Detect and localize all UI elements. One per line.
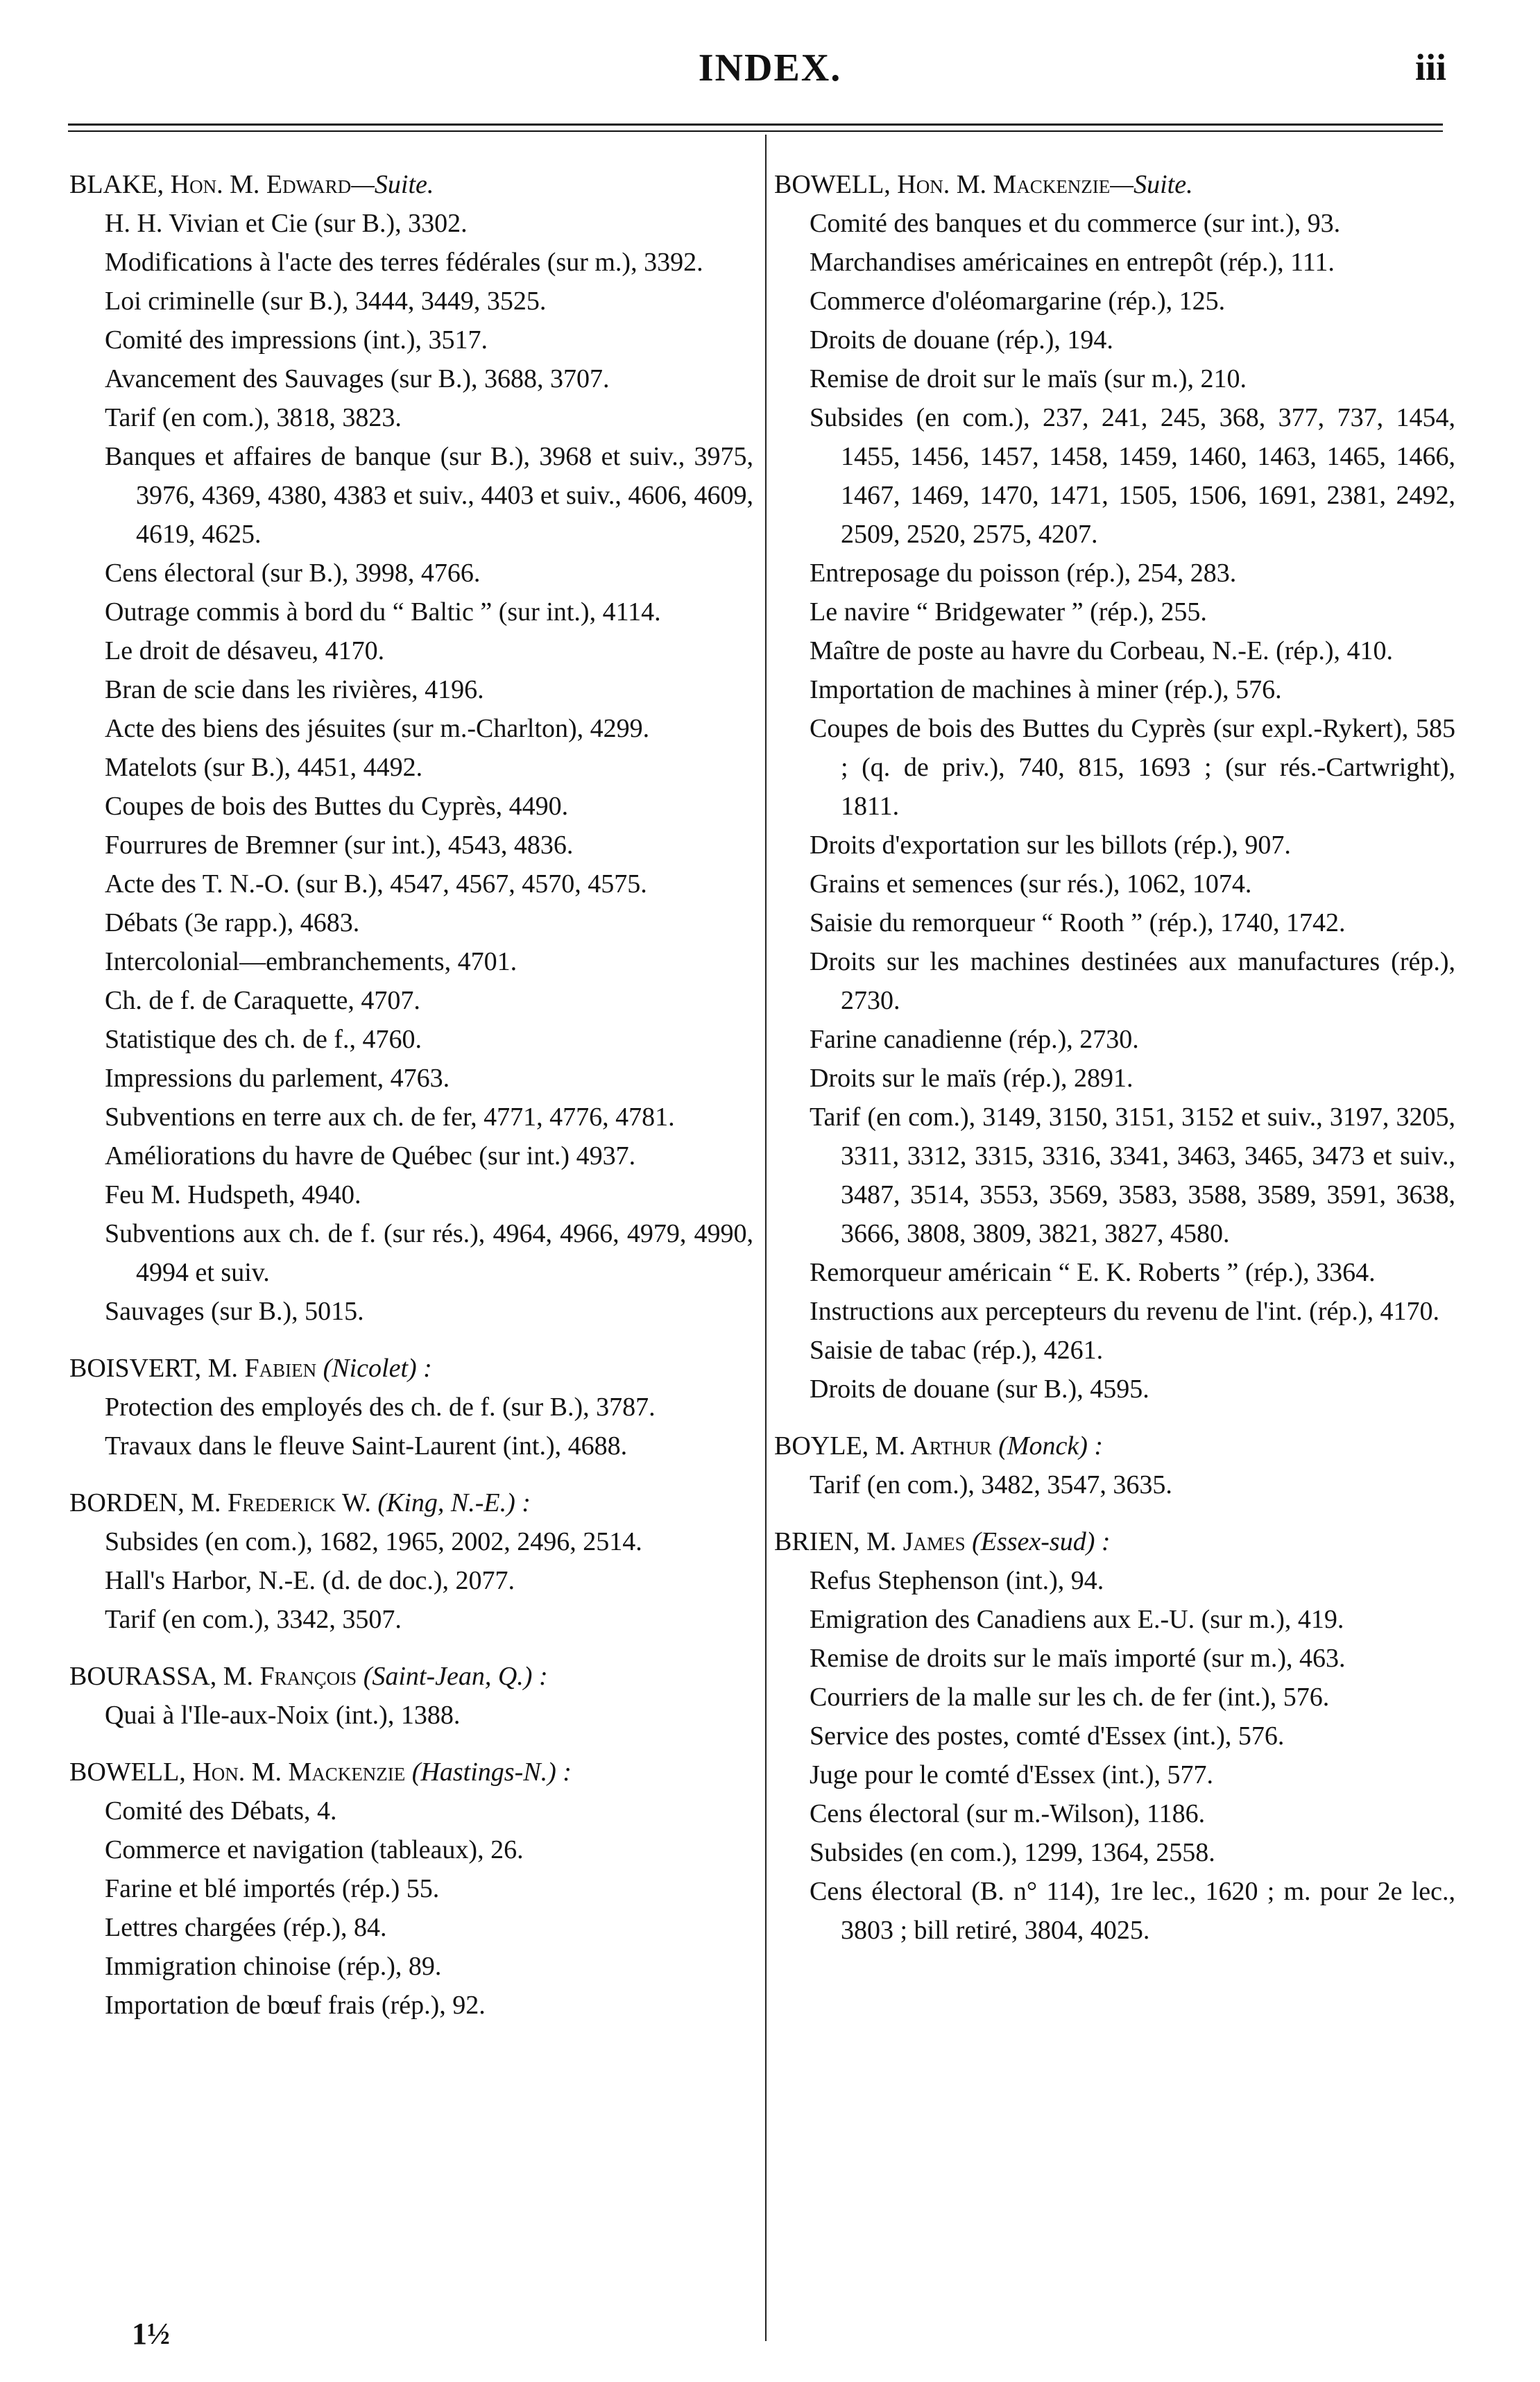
index-entry: Maître de poste au havre du Corbeau, N.-E. (rép.), 410.: [810, 636, 1393, 665]
index-heading: [69, 165, 753, 204]
index-entry: Statistique des ch. de f., 4760.: [105, 1025, 422, 1054]
heading-title: Hon. M. Edward: [170, 170, 352, 199]
heading-title: M. James: [866, 1527, 966, 1556]
heading-riding: (Saint-Jean, Q.) :: [357, 1662, 548, 1691]
index-heading: [69, 1483, 753, 1522]
heading-name: BOWELL,: [69, 1758, 193, 1787]
index-entry: Ch. de f. de Caraquette, 4707.: [105, 986, 420, 1015]
index-entry: Droits sur le maïs (rép.), 2891.: [810, 1064, 1133, 1093]
index-entry: Comité des Débats, 4.: [105, 1796, 337, 1826]
index-entry: Remise de droits sur le maïs importé (sur m.), 463.: [810, 1644, 1346, 1673]
index-entry: Quai à l'Ile-aux-Noix (int.), 1388.: [105, 1701, 461, 1730]
page-title: INDEX.: [698, 46, 842, 90]
heading-riding: (Essex-sud) :: [965, 1527, 1111, 1556]
index-entry: Subventions en terre aux ch. de fer, 4771, 4776, 4781.: [105, 1103, 675, 1132]
index-entry: Droits sur les machines destinées aux manufactures (rép.), 2730.: [810, 947, 1455, 1015]
index-entry: Grains et semences (sur rés.), 1062, 1074.: [810, 869, 1252, 899]
index-entry: Travaux dans le fleuve Saint-Laurent (int.), 4688.: [105, 1431, 628, 1461]
page-header: [0, 33, 1540, 89]
index-entry: Subsides (en com.), 1682, 1965, 2002, 2496, 2514.: [105, 1527, 642, 1556]
heading-name: BORDEN,: [69, 1488, 191, 1517]
index-entry: Hall's Harbor, N.-E. (d. de doc.), 2077.: [105, 1566, 515, 1595]
index-heading: [69, 1349, 753, 1388]
index-entry: Entreposage du poisson (rép.), 254, 283.: [810, 559, 1237, 588]
index-entry: Importation de bœuf frais (rép.), 92.: [105, 1991, 486, 2020]
index-entry: Acte des T. N.-O. (sur B.), 4547, 4567, 4570, 4575.: [105, 869, 647, 899]
index-entry: Outrage commis à bord du “ Baltic ” (sur int.), 4114.: [105, 597, 661, 627]
index-entry: Cens électoral (B. n° 114), 1re lec., 1620 ; m. pour 2e lec., 3803 ; bill retiré, 3804, 4025.: [810, 1877, 1455, 1945]
index-heading: [774, 165, 1455, 204]
index-entry: Intercolonial—embranchements, 4701.: [105, 947, 517, 976]
index-entry: Commerce d'oléomargarine (rép.), 125.: [810, 287, 1226, 316]
index-entry: Immigration chinoise (rép.), 89.: [105, 1952, 442, 1981]
folio-mark: 1½: [132, 2317, 170, 2351]
index-heading: [774, 1522, 1455, 1561]
index-entry: Service des postes, comté d'Essex (int.), 576.: [810, 1721, 1285, 1751]
index-entry: Saisie de tabac (rép.), 4261.: [810, 1336, 1104, 1365]
heading-riding: (Monck) :: [991, 1431, 1104, 1461]
index-entry: Tarif (en com.), 3149, 3150, 3151, 3152 et suiv., 3197, 3205, 3311, 3312, 3315, 3316, 3341, 3463, 3465, 3473 et suiv., 3487, 3514, 3553, 3569, 3583, 3588, 3589, 3591, 3638, 3666, 3808, 3809, 3821, 3827, 4580.: [810, 1103, 1455, 1248]
heading-title: M. François: [223, 1662, 357, 1691]
index-entry: Subsides (en com.), 237, 241, 245, 368, 377, 737, 1454, 1455, 1456, 1457, 1458, 1459, 1460, 1463, 1465, 1466, 1467, 1469, 1470, 1471, 1505, 1506, 1691, 2381, 2492, 2509, 2520, 2575, 4207.: [810, 403, 1455, 549]
index-entry: Juge pour le comté d'Essex (int.), 577.: [810, 1760, 1214, 1789]
index-entry: Débats (3e rapp.), 4683.: [105, 908, 360, 937]
left-column: [69, 165, 753, 2025]
heading-title: M. Arthur: [875, 1431, 992, 1461]
index-entry: Le droit de désaveu, 4170.: [105, 636, 385, 665]
index-entry: Le navire “ Bridgewater ” (rép.), 255.: [810, 597, 1207, 627]
heading-name: BOWELL,: [774, 170, 898, 199]
index-heading: [774, 1427, 1455, 1465]
index-entry: Avancement des Sauvages (sur B.), 3688, 3707.: [105, 364, 610, 393]
index-entry: Emigration des Canadiens aux E.-U. (sur m.), 419.: [810, 1605, 1344, 1634]
index-entry: Améliorations du havre de Québec (sur int.) 4937.: [105, 1141, 636, 1171]
index-entry: Cens électoral (sur B.), 3998, 4766.: [105, 559, 481, 588]
heading-name: BOYLE,: [774, 1431, 875, 1461]
index-entry: Lettres chargées (rép.), 84.: [105, 1913, 387, 1942]
index-entry: Loi criminelle (sur B.), 3444, 3449, 3525.: [105, 287, 547, 316]
index-entry: Subventions aux ch. de f. (sur rés.), 4964, 4966, 4979, 4990, 4994 et suiv.: [105, 1219, 753, 1287]
index-entry: Bran de scie dans les rivières, 4196.: [105, 675, 484, 704]
heading-riding: —Suite.: [351, 170, 434, 199]
column-divider: [765, 135, 767, 2341]
index-entry: Remise de droit sur le maïs (sur m.), 210.: [810, 364, 1247, 393]
header-rule-bottom: [68, 130, 1443, 132]
index-entry: Marchandises américaines en entrepôt (rép.), 111.: [810, 248, 1335, 277]
index-entry: Farine et blé importés (rép.) 55.: [105, 1874, 440, 1903]
heading-name: BLAKE,: [69, 170, 171, 199]
heading-name: BOURASSA,: [69, 1662, 223, 1691]
index-entry: Droits de douane (rép.), 194.: [810, 325, 1113, 355]
index-entry: Cens électoral (sur m.-Wilson), 1186.: [810, 1799, 1206, 1828]
index-entry: Instructions aux percepteurs du revenu de l'int. (rép.), 4170.: [810, 1297, 1440, 1326]
page-number: iii: [1414, 46, 1446, 88]
heading-name: BOISVERT,: [69, 1354, 208, 1383]
index-entry: Modifications à l'acte des terres fédérales (sur m.), 3392.: [105, 248, 703, 277]
index-entry: Matelots (sur B.), 4451, 4492.: [105, 753, 423, 782]
index-entry: Importation de machines à miner (rép.), 576.: [810, 675, 1282, 704]
index-entry: Feu M. Hudspeth, 4940.: [105, 1180, 361, 1209]
index-entry: Subsides (en com.), 1299, 1364, 2558.: [810, 1838, 1215, 1867]
index-entry: Protection des employés des ch. de f. (sur B.), 3787.: [105, 1393, 656, 1422]
index-entry: Coupes de bois des Buttes du Cyprès (sur expl.-Rykert), 585 ; (q. de priv.), 740, 815, 1693 ; (sur rés.-Cartwright), 1811.: [810, 714, 1455, 821]
heading-title: M. Frederick W.: [191, 1488, 371, 1517]
index-entry: Courriers de la malle sur les ch. de fer (int.), 576.: [810, 1683, 1330, 1712]
heading-riding: —Suite.: [1110, 170, 1193, 199]
index-heading: [69, 1753, 753, 1792]
index-entry: Farine canadienne (rép.), 2730.: [810, 1025, 1139, 1054]
index-entry: Fourrures de Bremner (sur int.), 4543, 4836.: [105, 831, 574, 860]
heading-title: Hon. M. Mackenzie: [192, 1758, 406, 1787]
index-entry: Commerce et navigation (tableaux), 26.: [105, 1835, 524, 1864]
heading-riding: (King, N.-E.) :: [370, 1488, 531, 1517]
heading-title: Hon. M. Mackenzie: [897, 170, 1111, 199]
right-column: [774, 165, 1455, 1950]
index-entry: Tarif (en com.), 3342, 3507.: [105, 1605, 402, 1634]
index-entry: Banques et affaires de banque (sur B.), 3968 et suiv., 3975, 3976, 4369, 4380, 4383 et suiv., 4403 et suiv., 4606, 4609, 4619, 4625.: [105, 442, 753, 549]
index-entry: H. H. Vivian et Cie (sur B.), 3302.: [105, 209, 468, 238]
heading-riding: (Nicolet) :: [316, 1354, 432, 1383]
heading-title: M. Fabien: [207, 1354, 317, 1383]
index-heading: [69, 1657, 753, 1696]
index-entry: Sauvages (sur B.), 5015.: [105, 1297, 364, 1326]
index-entry: Impressions du parlement, 4763.: [105, 1064, 450, 1093]
index-entry: Droits de douane (sur B.), 4595.: [810, 1375, 1149, 1404]
index-entry: Tarif (en com.), 3818, 3823.: [105, 403, 402, 432]
index-entry: Acte des biens des jésuites (sur m.-Charlton), 4299.: [105, 714, 650, 743]
heading-riding: (Hastings-N.) :: [405, 1758, 572, 1787]
header-rule-top: [68, 124, 1443, 126]
index-entry: Saisie du remorqueur “ Rooth ” (rép.), 1740, 1742.: [810, 908, 1346, 937]
heading-name: BRIEN,: [774, 1527, 866, 1556]
index-entry: Remorqueur américain “ E. K. Roberts ” (rép.), 3364.: [810, 1258, 1376, 1287]
index-entry: Tarif (en com.), 3482, 3547, 3635.: [810, 1470, 1172, 1499]
index-entry: Comité des impressions (int.), 3517.: [105, 325, 488, 355]
index-entry: Comité des banques et du commerce (sur int.), 93.: [810, 209, 1341, 238]
index-entry: Refus Stephenson (int.), 94.: [810, 1566, 1104, 1595]
index-entry: Droits d'exportation sur les billots (rép.), 907.: [810, 831, 1291, 860]
index-entry: Coupes de bois des Buttes du Cyprès, 4490.: [105, 792, 569, 821]
